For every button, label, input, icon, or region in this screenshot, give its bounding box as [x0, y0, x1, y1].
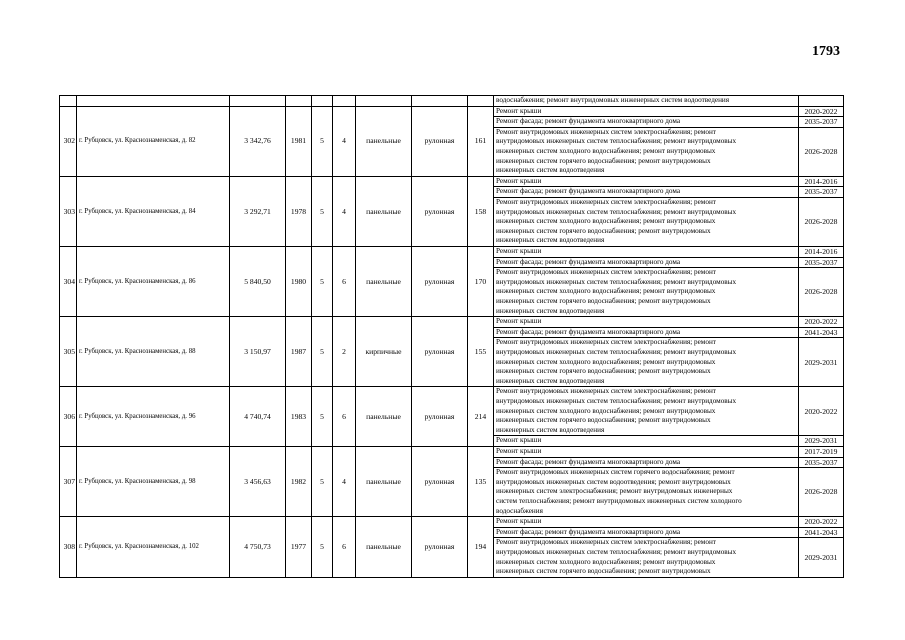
work-line: инженерных систем горячего водоснабжения; ремонт внутридомовых — [496, 296, 711, 305]
page-number: 1793 — [812, 44, 840, 59]
work-line: Ремонт фасада; ремонт фундамента многоквартирного дома — [496, 327, 681, 336]
work-line: инженерных систем холодного водоснабжения; ремонт внутридомовых — [496, 287, 716, 296]
work-line: инженерных систем горячего водоснабжения; ремонт внутридомовых — [496, 367, 711, 376]
work-description — [494, 268, 799, 317]
table-row — [60, 517, 844, 528]
work-description — [494, 317, 799, 328]
work-line: Ремонт внутридомовых инженерных систем электроснабжения; ремонт — [496, 338, 716, 347]
work-line: внутридомовых инженерных систем водоотведения; ремонт внутридомовых — [496, 477, 731, 486]
roof-type-cell: рулонная — [412, 517, 468, 578]
floors-cell: 5 — [312, 317, 333, 387]
wall-material-cell: панельные — [356, 246, 412, 316]
repair-period: 2026-2028 — [799, 127, 844, 176]
roof-type-cell: рулонная — [412, 446, 468, 516]
floors-cell: 5 — [312, 446, 333, 516]
work-line: Ремонт внутридомовых инженерных систем электроснабжения; ремонт — [496, 538, 716, 547]
residents-cell: 155 — [468, 317, 494, 387]
work-description — [494, 246, 799, 257]
address-cell: г. Рубцовск, ул. Краснознаменская, д. 96 — [77, 387, 230, 447]
address-cell: г. Рубцовск, ул. Краснознаменская, д. 82 — [77, 106, 230, 176]
work-line: инженерных систем холодного водоснабжения; ремонт внутридомовых — [496, 146, 716, 155]
residents-cell: 194 — [468, 517, 494, 578]
repair-period: 2029-2031 — [799, 436, 844, 447]
entrances-cell: 6 — [333, 387, 356, 447]
wall-material-cell: кирпичные — [356, 317, 412, 387]
repair-period: 2029-2031 — [799, 338, 844, 387]
continued-row — [60, 96, 844, 107]
work-line: Ремонт крыши — [496, 246, 542, 255]
record-number: 308 — [60, 517, 77, 578]
work-description — [494, 176, 799, 187]
floors-cell: 5 — [312, 387, 333, 447]
area-cell: 3 150,97 — [230, 317, 286, 387]
wall-material-cell: панельные — [356, 176, 412, 246]
work-line: Ремонт внутридомовых инженерных систем горячего водоснабжения; ремонт — [496, 468, 735, 477]
residents-cell: 214 — [468, 387, 494, 447]
table-row — [60, 446, 844, 457]
work-line: Ремонт внутридомовых инженерных систем электроснабжения; ремонт — [496, 197, 716, 206]
work-line: инженерных систем горячего водоснабжения; ремонт внутридомовых — [496, 567, 711, 576]
repair-period: 2026-2028 — [799, 197, 844, 246]
repair-period: 2041-2043 — [799, 327, 844, 338]
work-description — [494, 197, 799, 246]
work-line: Ремонт фасада; ремонт фундамента многоквартирного дома — [496, 187, 681, 196]
year-cell: 1987 — [286, 317, 312, 387]
repair-period: 2017-2019 — [799, 446, 844, 457]
area-cell: 5 840,50 — [230, 246, 286, 316]
residents-cell: 135 — [468, 446, 494, 516]
table-row — [60, 176, 844, 187]
area-cell: 3 456,63 — [230, 446, 286, 516]
floors-cell: 5 — [312, 517, 333, 578]
work-line: Ремонт крыши — [496, 317, 542, 326]
work-line: инженерных систем водоотведения — [496, 166, 605, 175]
work-line: Ремонт крыши — [496, 436, 542, 445]
repair-period: 2020-2022 — [799, 106, 844, 117]
work-line: инженерных систем горячего водоснабжения; ремонт внутридомовых — [496, 156, 711, 165]
work-line: внутридомовых инженерных систем теплоснабжения; ремонт внутридомовых — [496, 396, 737, 405]
work-line: систем теплоснабжения; ремонт внутридомовых инженерных систем холодного — [496, 496, 742, 505]
work-line: инженерных систем холодного водоснабжения; ремонт внутридомовых — [496, 217, 716, 226]
entrances-cell: 2 — [333, 317, 356, 387]
table-row — [60, 246, 844, 257]
work-description — [494, 436, 799, 447]
record-number: 303 — [60, 176, 77, 246]
address-cell: г. Рубцовск, ул. Краснознаменская, д. 98 — [77, 446, 230, 516]
roof-type-cell: рулонная — [412, 317, 468, 387]
entrances-cell: 6 — [333, 246, 356, 316]
repair-period: 2020-2022 — [799, 317, 844, 328]
work-line: Ремонт фасада; ремонт фундамента многоквартирного дома — [496, 457, 681, 466]
repair-period: 2014-2016 — [799, 246, 844, 257]
table-row — [60, 106, 844, 117]
work-line: инженерных систем горячего водоснабжения; ремонт внутридомовых — [496, 416, 711, 425]
table-row — [60, 317, 844, 328]
record-number: 302 — [60, 106, 77, 176]
wall-material-cell: панельные — [356, 446, 412, 516]
repair-period: 2026-2028 — [799, 468, 844, 517]
repair-period: 2029-2031 — [799, 538, 844, 577]
entrances-cell: 6 — [333, 517, 356, 578]
repair-period: 2035-2037 — [799, 117, 844, 128]
area-cell: 3 342,76 — [230, 106, 286, 176]
work-line: Ремонт фасада; ремонт фундамента многоквартирного дома — [496, 527, 681, 536]
work-description — [494, 457, 799, 468]
repair-period: 2026-2028 — [799, 268, 844, 317]
work-line: Ремонт фасада; ремонт фундамента многоквартирного дома — [496, 257, 681, 266]
work-line: инженерных систем водоотведения — [496, 236, 605, 245]
entrances-cell: 4 — [333, 106, 356, 176]
roof-type-cell: рулонная — [412, 246, 468, 316]
area-cell: 4 750,73 — [230, 517, 286, 578]
work-line: инженерных систем холодного водоснабжения; ремонт внутридомовых — [496, 557, 716, 566]
floors-cell: 5 — [312, 246, 333, 316]
address-cell: г. Рубцовск, ул. Краснознаменская, д. 88 — [77, 317, 230, 387]
work-line: Ремонт крыши — [496, 106, 542, 115]
roof-type-cell: рулонная — [412, 106, 468, 176]
work-line: Ремонт внутридомовых инженерных систем электроснабжения; ремонт — [496, 127, 716, 136]
repair-period: 2014-2016 — [799, 176, 844, 187]
year-cell: 1983 — [286, 387, 312, 447]
work-description — [494, 338, 799, 387]
work-line: Ремонт внутридомовых инженерных систем электроснабжения; ремонт — [496, 268, 716, 277]
address-cell: г. Рубцовск, ул. Краснознаменская, д. 102 — [77, 517, 230, 578]
work-line: инженерных систем холодного водоснабжения; ремонт внутридомовых — [496, 357, 716, 366]
work-description — [494, 187, 799, 198]
record-number: 305 — [60, 317, 77, 387]
work-line: инженерных систем холодного водоснабжения; ремонт внутридомовых — [496, 406, 716, 415]
work-line: инженерных систем водоотведения — [496, 425, 605, 434]
floors-cell: 5 — [312, 106, 333, 176]
work-description — [494, 387, 799, 436]
wall-material-cell: панельные — [356, 106, 412, 176]
work-line: внутридомовых инженерных систем теплоснабжения; ремонт внутридомовых — [496, 207, 737, 216]
work-description — [494, 446, 799, 457]
roof-type-cell: рулонная — [412, 176, 468, 246]
work-description — [494, 327, 799, 338]
year-cell: 1977 — [286, 517, 312, 578]
year-cell: 1980 — [286, 246, 312, 316]
work-line: Ремонт внутридомовых инженерных систем электроснабжения; ремонт — [496, 387, 716, 396]
residents-cell: 170 — [468, 246, 494, 316]
record-number: 304 — [60, 246, 77, 316]
table-row — [60, 387, 844, 436]
work-description — [494, 106, 799, 117]
work-line: внутридомовых инженерных систем теплоснабжения; ремонт внутридомовых — [496, 347, 737, 356]
work-description — [494, 117, 799, 128]
residents-cell: 161 — [468, 106, 494, 176]
work-line: инженерных систем электроснабжения; ремонт внутридомовых инженерных — [496, 487, 733, 496]
work-line: инженерных систем водоотведения — [496, 306, 605, 315]
work-description — [494, 127, 799, 176]
work-line: инженерных систем водоотведения — [496, 376, 605, 385]
year-cell: 1978 — [286, 176, 312, 246]
repair-period: 2035-2037 — [799, 457, 844, 468]
area-cell: 3 292,71 — [230, 176, 286, 246]
repair-period: 2041-2043 — [799, 527, 844, 538]
work-description — [494, 538, 799, 577]
work-description — [494, 527, 799, 538]
area-cell: 4 740,74 — [230, 387, 286, 447]
entrances-cell: 4 — [333, 446, 356, 516]
residents-cell: 158 — [468, 176, 494, 246]
work-line: внутридомовых инженерных систем теплоснабжения; ремонт внутридомовых — [496, 277, 737, 286]
repair-period: 2035-2037 — [799, 187, 844, 198]
year-cell: 1982 — [286, 446, 312, 516]
work-line: внутридомовых инженерных систем теплоснабжения; ремонт внутридомовых — [496, 547, 737, 556]
address-cell: г. Рубцовск, ул. Краснознаменская, д. 86 — [77, 246, 230, 316]
work-line: Ремонт фасада; ремонт фундамента многоквартирного дома — [496, 117, 681, 126]
work-description: водоснабжения; ремонт внутридомовых инженерных систем водоотведения — [494, 96, 799, 107]
work-line: инженерных систем горячего водоснабжения; ремонт внутридомовых — [496, 226, 711, 235]
record-number: 307 — [60, 446, 77, 516]
record-number: 306 — [60, 387, 77, 447]
address-cell: г. Рубцовск, ул. Краснознаменская, д. 84 — [77, 176, 230, 246]
housing-repair-table — [59, 95, 844, 578]
wall-material-cell: панельные — [356, 517, 412, 578]
year-cell: 1981 — [286, 106, 312, 176]
roof-type-cell: рулонная — [412, 387, 468, 447]
work-description — [494, 257, 799, 268]
wall-material-cell: панельные — [356, 387, 412, 447]
work-description — [494, 468, 799, 517]
repair-period: 2035-2037 — [799, 257, 844, 268]
work-description — [494, 517, 799, 528]
work-line: водоснабжения — [496, 506, 543, 515]
entrances-cell: 4 — [333, 176, 356, 246]
floors-cell: 5 — [312, 176, 333, 246]
repair-period: 2020-2022 — [799, 387, 844, 436]
work-line: внутридомовых инженерных систем теплоснабжения; ремонт внутридомовых — [496, 137, 737, 146]
repair-period: 2020-2022 — [799, 517, 844, 528]
work-line: Ремонт крыши — [496, 446, 542, 455]
work-line: Ремонт крыши — [496, 176, 542, 185]
work-line: Ремонт крыши — [496, 517, 542, 526]
